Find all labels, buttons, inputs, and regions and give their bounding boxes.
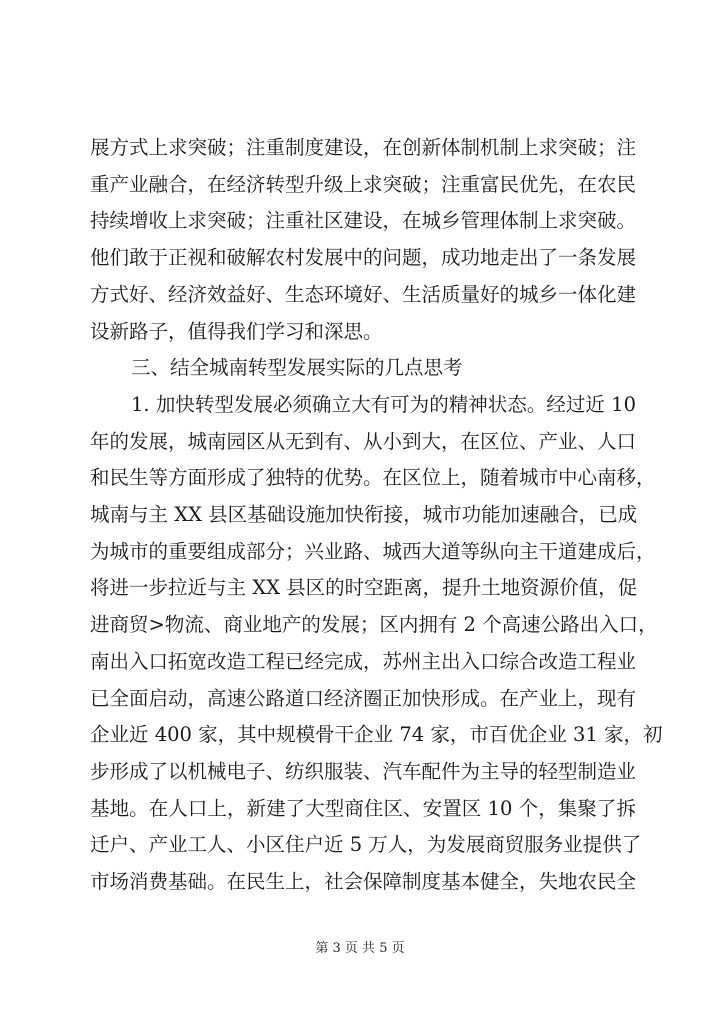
section-heading: 三、结全城南转型发展实际的几点思考 (131, 356, 463, 379)
text-line: 南出入口拓宽改造工程已经完成，苏州主出入口综合改造工程业 (90, 650, 637, 673)
text-line: 基地。在人口上，新建了大型商住区、安置区 10 个，集聚了拆 (90, 797, 636, 820)
text-line: 迁户、产业工人、小区住户近 5 万人，为发展商贸服务业提供了 (90, 833, 642, 856)
text-line: 市场消费基础。在民生上，社会保障制度基本健全，失地农民全 (90, 870, 637, 893)
text-line: 和民生等方面形成了独特的优势。在区位上，随着城市中心南移， (90, 466, 656, 489)
text-line: 方式好、经济效益好、生态环境好、生活质量好的城乡一体化建 (90, 283, 637, 306)
text-line: 他们敢于正视和破解农村发展中的问题，成功地走出了一条发展 (90, 246, 637, 269)
text-line: 企业近 400 家，其中规模骨干企业 74 家，市百优企业 31 家，初 (90, 723, 663, 746)
text-line: 已全面启动，高速公路道口经济圈正加快形成。在产业上，现有 (90, 687, 637, 710)
text-line: 将进一步拉近与主 XX 县区的时空距离，提升土地资源价值，促 (90, 576, 638, 599)
paragraph-first-line: 1. 加快转型发展必须确立大有可为的精神状态。经过近 10 (131, 393, 636, 416)
text-line: 年的发展，城南园区从无到有、从小到大，在区位、产业、人口 (90, 430, 637, 453)
page-number-footer: 第 3 页 共 5 页 (315, 941, 405, 956)
text-line: 城南与主 XX 县区基础设施加快衔接，城市功能加速融合，已成 (90, 503, 638, 526)
text-line: 设新路子，值得我们学习和深思。 (90, 320, 383, 343)
text-line: 进商贸>物流、商业地产的发展；区内拥有 2 个高速公路出入口， (90, 613, 658, 636)
text-line: 持续增收上求突破；注重社区建设，在城乡管理体制上求突破。 (90, 209, 637, 232)
text-line: 展方式上求突破；注重制度建设，在创新体制机制上求突破；注 (90, 136, 637, 159)
text-line: 步形成了以机械电子、纺织服装、汽车配件为主导的轻型制造业 (90, 760, 637, 783)
text-line: 为城市的重要组成部分；兴业路、城西大道等纵向主干道建成后， (90, 540, 656, 563)
text-line: 重产业融合，在经济转型升级上求突破；注重富民优先，在农民 (90, 173, 637, 196)
